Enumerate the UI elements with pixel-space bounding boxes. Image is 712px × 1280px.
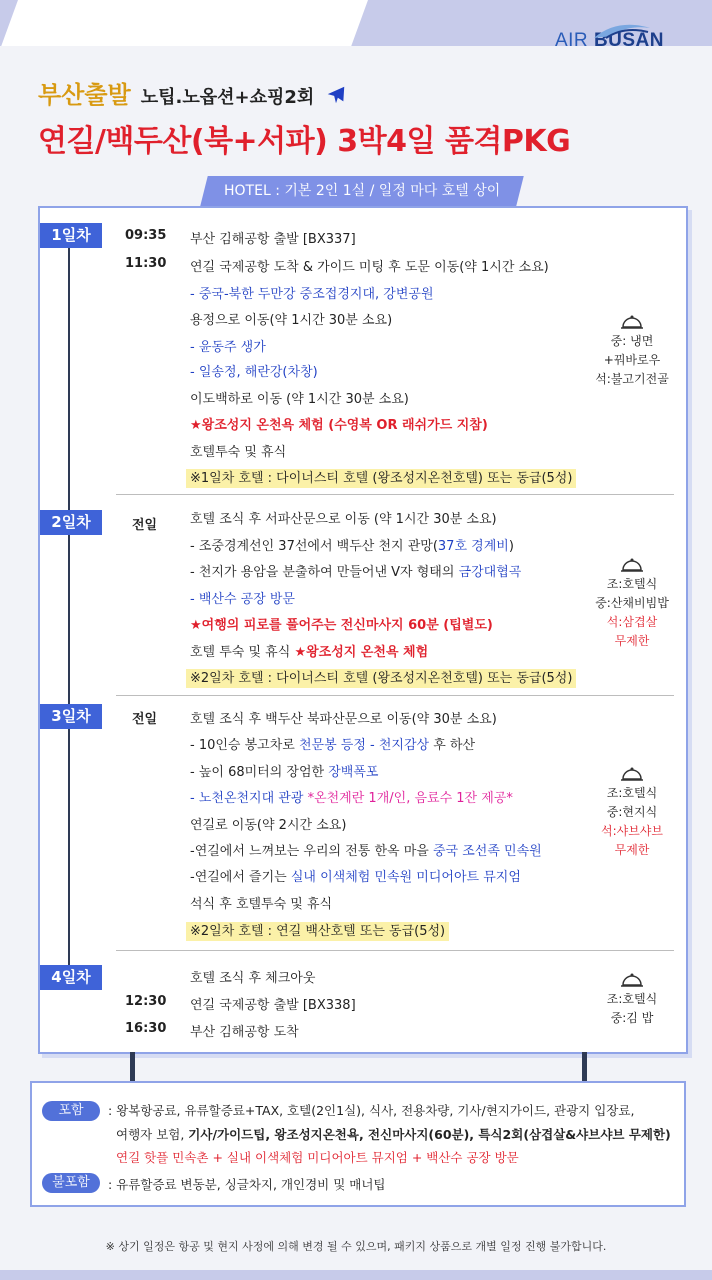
- meal-info-day4: [577, 972, 687, 1028]
- day-badge-2: 2일차: [40, 510, 102, 535]
- connector-right: [582, 1052, 587, 1082]
- meal-line: 조:호텔식: [606, 786, 658, 800]
- list-item: 연길 국제공항 출발 [BX338]: [190, 998, 356, 1013]
- list-item: 호텔 투숙 및 휴식 ★왕조성지 온천욕 체험: [190, 645, 429, 660]
- meal-line: 중:김 밥: [610, 1011, 654, 1025]
- meal-line: 석:샤브샤브: [600, 824, 663, 838]
- include-line-1: : 왕복항공료, 유류할증료+TAX, 호텔(2인1실), 식사, 전용차량, 기사/현지가이드, 관광지 입장료,: [108, 1103, 635, 1118]
- connector-left: [130, 1052, 135, 1082]
- bird-logo-icon: [592, 22, 652, 40]
- day-separator: [116, 494, 674, 495]
- exclude-line: : 유류할증료 변동분, 싱글차지, 개인경비 및 매너팁: [108, 1177, 386, 1192]
- list-item: 호텔 조식 후 체크아웃: [190, 971, 316, 986]
- header-line: [38, 75, 347, 110]
- list-item: - 10인승 봉고차로 천문봉 등정 - 천지감상 후 하산: [190, 738, 476, 753]
- hotel-note-day1: ※1일차 호텔 : 다이너스티 호텔 (왕조성지온천호텔) 또는 동급(5성): [190, 467, 576, 486]
- meal-line: 중:산채비빔밥: [595, 596, 669, 610]
- day-badge-4: 4일차: [40, 965, 102, 990]
- day-badge-1: 1일차: [40, 223, 102, 248]
- list-item: ★여행의 피로를 풀어주는 전신마사지 60분 (팁별도): [190, 618, 493, 633]
- meal-line: 중:현지식: [606, 805, 658, 819]
- page-title: 연길/백두산(북+서파) 3박4일 품격PKG: [38, 124, 571, 159]
- list-item: 호텔 조식 후 서파산문으로 이동 (약 1시간 30분 소요): [190, 512, 497, 527]
- hotel-note-text: HOTEL : 기본 2인 1실 / 일정 마다 호텔 상이: [223, 183, 501, 199]
- list-item: - 조중경계선인 37선에서 백두산 천지 관망(37호 경계비): [190, 539, 514, 554]
- time-allday: 전일: [132, 518, 158, 533]
- time-1230: 12:30: [125, 994, 167, 1009]
- list-item: - 백산수 공장 방문: [190, 592, 295, 607]
- exclude-pill: 불포함: [42, 1173, 100, 1193]
- list-item: 호텔 조식 후 백두산 북파산문으로 이동(약 30분 소요): [190, 712, 497, 727]
- time-0935: 09:35: [125, 228, 167, 243]
- day-separator: [116, 695, 674, 696]
- list-item: 연길로 이동(약 2시간 소요): [190, 818, 347, 833]
- logo-text-busan: BUSAN: [593, 30, 664, 51]
- cloche-icon: [621, 972, 643, 988]
- cloche-icon: [621, 557, 643, 573]
- meal-info-day2: [577, 557, 687, 651]
- list-item: 호텔투숙 및 휴식: [190, 445, 287, 460]
- include-line-2: 여행자 보험, 기사/가이드팁, 왕조성지온천욕, 전신마사지(60분), 특식2회(삼겹살&샤브샤브 무제한): [116, 1127, 671, 1142]
- include-line-3: 연길 핫플 민속촌 + 실내 이색체험 미디어아트 뮤지엄 + 백산수 공장 방문: [116, 1150, 519, 1165]
- list-item: 석식 후 호텔투숙 및 휴식: [190, 897, 333, 912]
- meal-line: 중: 냉면: [610, 334, 654, 348]
- hotel-note-bar: [200, 176, 523, 206]
- list-item: 부산 김해공항 도착: [190, 1025, 299, 1040]
- timeline-line: [68, 230, 70, 990]
- hotel-note-day3: ※2일차 호텔 : 연길 백산호텔 또는 동급(5성): [190, 920, 449, 939]
- include-pill: 포함: [42, 1101, 100, 1121]
- day-separator: [116, 950, 674, 951]
- meal-line: 석:삼겹살: [606, 615, 658, 629]
- meal-line: 무제한: [614, 634, 650, 648]
- time-1630: 16:30: [125, 1021, 167, 1036]
- list-item: - 높이 68미터의 장엄한 장백폭포: [190, 765, 379, 780]
- header-subtitle: 노팁.노옵션+쇼핑2회: [140, 87, 315, 108]
- air-busan-logo: [555, 30, 664, 52]
- list-item: 연길 국제공항 도착 & 가이드 미팅 후 도문 이동(약 1시간 소요): [190, 260, 549, 275]
- meal-line: 조:호텔식: [606, 992, 658, 1006]
- day-badge-3: 3일차: [40, 704, 102, 729]
- time-allday: 전일: [132, 712, 158, 727]
- footer-note: ※ 상기 일정은 항공 및 현지 사정에 의해 변경 될 수 있으며, 패키지 상품으로 개별 일정 진행 불가합니다.: [105, 1240, 607, 1253]
- list-item: 이도백하로 이동 (약 1시간 30분 소요): [190, 392, 409, 407]
- list-item: ★왕조성지 온천욕 체험 (수영복 OR 래쉬가드 지참): [190, 418, 488, 433]
- meal-line: +꿔바로우: [603, 353, 661, 367]
- list-item: - 일송정, 해란강(차창): [190, 365, 318, 380]
- airplane-icon: [325, 84, 347, 106]
- meal-line: 무제한: [614, 843, 650, 857]
- list-item: -연길에서 즐기는 실내 이색체험 민속원 미디어아트 뮤지엄: [190, 870, 521, 885]
- logo-text-air: AIR: [554, 30, 589, 51]
- meal-line: 석:불고기전골: [595, 372, 669, 386]
- meal-info-day1: [577, 314, 687, 389]
- top-white-shape: [1, 0, 368, 46]
- list-item: -연길에서 느껴보는 우리의 전통 한옥 마을 중국 조선족 민속원: [190, 844, 542, 859]
- meal-line: 조:호텔식: [606, 577, 658, 591]
- cloche-icon: [621, 314, 643, 330]
- time-1130: 11:30: [125, 256, 167, 271]
- list-item: - 노천온천지대 관광 *온천계란 1개/인, 음료수 1잔 제공*: [190, 791, 513, 806]
- bottom-band: [0, 1270, 712, 1280]
- departure-label: 부산출발: [38, 81, 131, 109]
- list-item: 용정으로 이동(약 1시간 30분 소요): [190, 313, 393, 328]
- cloche-icon: [621, 766, 643, 782]
- meal-info-day3: [577, 766, 687, 860]
- hotel-note-day2: ※2일차 호텔 : 다이너스티 호텔 (왕조성지온천호텔) 또는 동급(5성): [190, 667, 576, 686]
- list-item: - 윤동주 생가: [190, 340, 266, 355]
- list-item: - 천지가 용암을 분출하여 만들어낸 V자 형태의 금강대협곡: [190, 565, 522, 580]
- list-item: 부산 김해공항 출발 [BX337]: [190, 232, 356, 247]
- list-item: - 중국-북한 두만강 중조접경지대, 강변공원: [190, 287, 434, 302]
